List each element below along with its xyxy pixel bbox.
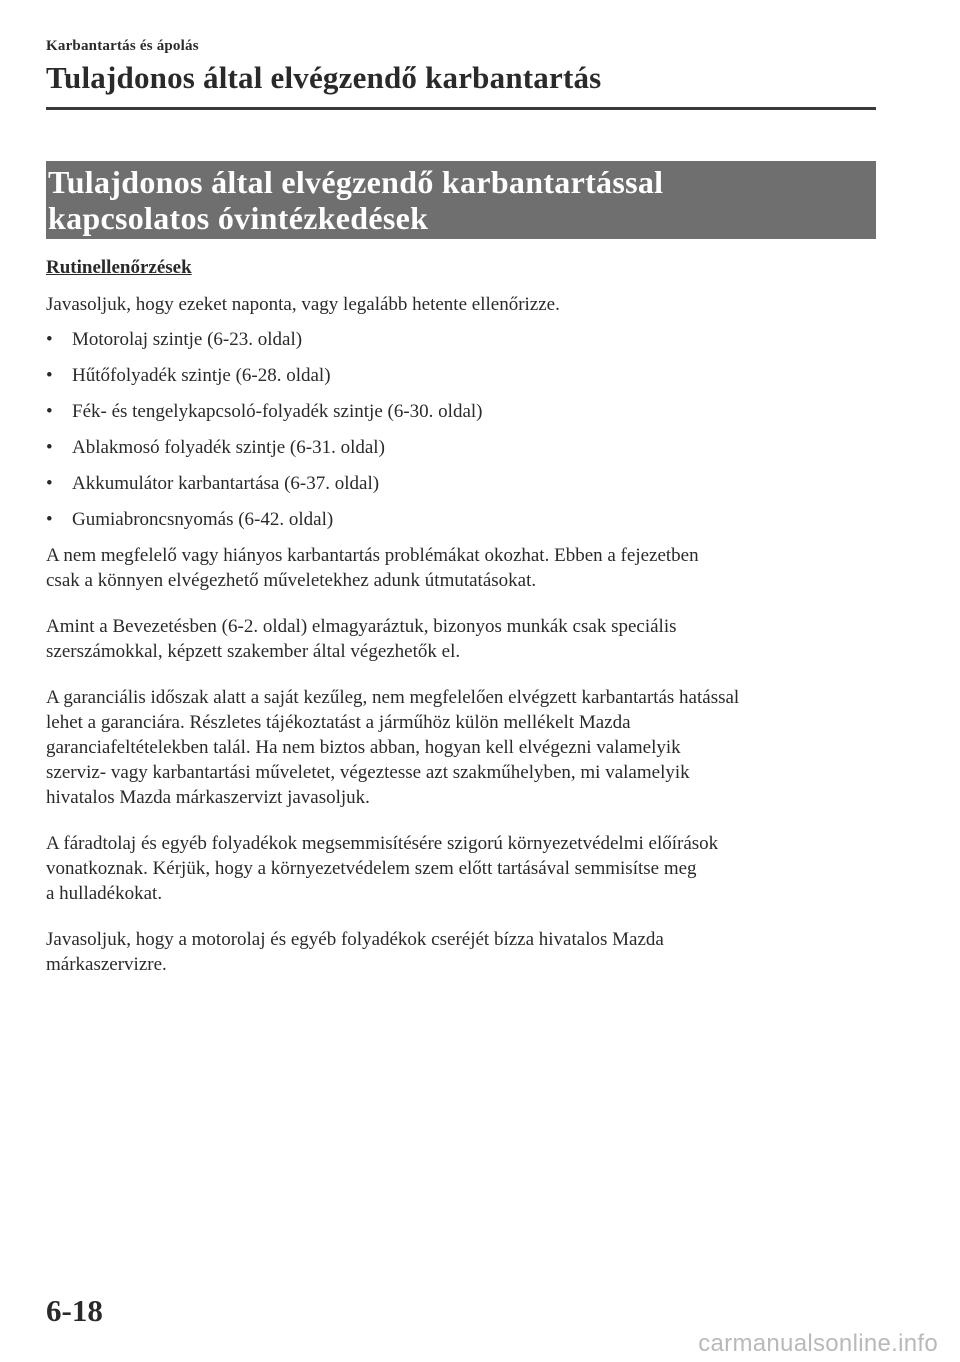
section-title-line: kapcsolatos óvintézkedések (48, 200, 429, 236)
main-content (46, 255, 876, 998)
list-item (46, 507, 876, 532)
paragraph-4 (46, 831, 876, 906)
paragraph-2 (46, 614, 876, 664)
list-item-text: Gumiabroncsnyomás (6-42. oldal) (72, 509, 334, 530)
subheading: Rutinellenőrzések (46, 257, 192, 278)
list-item (46, 435, 876, 460)
page-number: 6-18 (46, 1293, 103, 1328)
line: A nem megfelelő vagy hiányos karbantartás problémákat okozhat. Ebben a fejezetben (46, 545, 699, 566)
bullet-icon: • (46, 401, 53, 422)
line: csak a könnyen elvégezhető műveletekhez adunk útmutatásokat. (46, 570, 537, 591)
bullet-icon: • (46, 365, 53, 386)
line: Javasoljuk, hogy a motorolaj és egyéb folyadékok cseréjét bízza hivatalos Mazda (46, 929, 664, 950)
watermark: carmanualsonline.info (698, 1330, 938, 1357)
line: szerszámokkal, képzett szakember által végezhetők el. (46, 641, 461, 662)
line: Amint a Bevezetésben (6-2. oldal) elmagyaráztuk, bizonyos munkák csak speciális (46, 616, 677, 637)
section-title-line: Tulajdonos által elvégzendő karbantartással (48, 164, 664, 200)
line: vonatkoznak. Kérjük, hogy a környezetvédelem szem előtt tartásával semmisítse meg (46, 858, 697, 879)
list-item-text: Akkumulátor karbantartása (6-37. oldal) (72, 473, 380, 494)
checklist (46, 327, 876, 532)
list-item-text: Hűtőfolyadék szintje (6-28. oldal) (72, 365, 331, 386)
paragraph-3 (46, 685, 876, 810)
line: A garanciális időszak alatt a saját kezűleg, nem megfelelően elvégzett karbantartás hatással (46, 687, 740, 708)
title-rule (46, 107, 876, 110)
list-item (46, 363, 876, 388)
bullet-icon: • (46, 329, 53, 350)
bullet-icon: • (46, 473, 53, 494)
bullet-icon: • (46, 509, 53, 530)
line: a hulladékokat. (46, 883, 163, 904)
list-item (46, 399, 876, 424)
chapter-label: Karbantartás és ápolás (46, 38, 199, 54)
intro-text: Javasoljuk, hogy ezeket naponta, vagy legalább hetente ellenőrizze. (46, 294, 560, 315)
line: garanciafeltételekben talál. Ha nem biztos abban, hogyan kell elvégezni valamelyik (46, 737, 681, 758)
bullet-icon: • (46, 437, 53, 458)
line: lehet a garanciára. Részletes tájékoztatást a járműhöz külön mellékelt Mazda (46, 712, 631, 733)
page-title: Tulajdonos által elvégzendő karbantartás (46, 60, 602, 95)
list-item-text: Motorolaj szintje (6-23. oldal) (72, 329, 303, 350)
line: hivatalos Mazda márkaszervizt javasoljuk. (46, 787, 370, 808)
line: szerviz- vagy karbantartási műveletet, végeztesse azt szakműhelyben, mi valamelyik (46, 762, 690, 783)
section-banner (46, 161, 876, 239)
line: márkaszervizre. (46, 954, 167, 975)
list-item (46, 471, 876, 496)
list-item (46, 327, 876, 352)
list-item-text: Fék- és tengelykapcsoló-folyadék szintje (6-30. oldal) (72, 401, 483, 422)
paragraph-1 (46, 543, 876, 593)
line: A fáradtolaj és egyéb folyadékok megsemmisítésére szigorú környezetvédelmi előírások (46, 833, 719, 854)
list-item-text: Ablakmosó folyadék szintje (6-31. oldal) (72, 437, 385, 458)
paragraph-5 (46, 927, 876, 977)
